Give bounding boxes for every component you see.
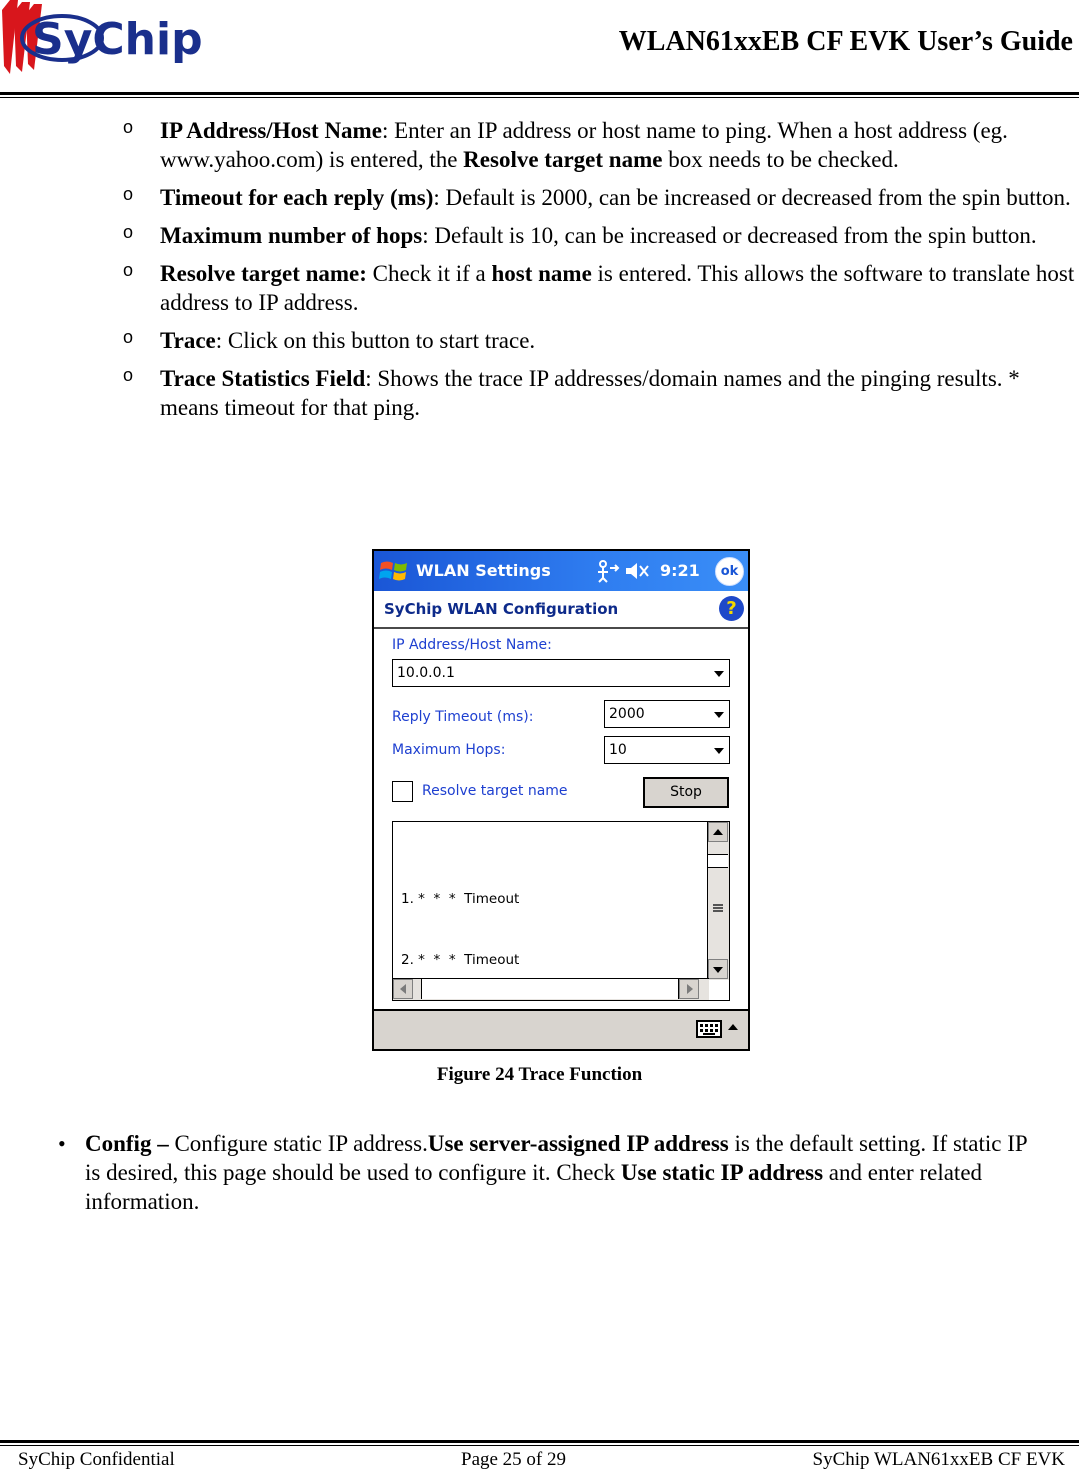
help-icon[interactable]: ? — [719, 596, 744, 621]
term-inline: Resolve target name — [463, 147, 663, 172]
hops-spin[interactable] — [604, 736, 730, 764]
bullet-marker: o — [123, 184, 134, 204]
host-label: IP Address/Host Name: — [392, 637, 552, 653]
timeout-label: Reply Timeout (ms): — [392, 709, 534, 725]
footer-rule-thin — [0, 1445, 1079, 1446]
connectivity-icon — [598, 561, 618, 582]
pda-titlebar — [374, 551, 748, 591]
ok-button[interactable]: ok — [715, 557, 744, 586]
start-menu-icon[interactable] — [378, 557, 410, 585]
scroll-left-button[interactable] — [393, 979, 413, 999]
list-item — [0, 326, 1079, 355]
scroll-thumb-horizontal[interactable] — [421, 979, 679, 999]
footer-product: SyChip WLAN61xxEB CF EVK — [812, 1449, 1065, 1470]
term: Trace — [160, 328, 216, 353]
term: IP Address/Host Name — [160, 118, 382, 143]
chevron-down-icon[interactable] — [714, 748, 724, 754]
term-inline: host name — [491, 261, 592, 286]
scroll-up-button[interactable] — [708, 822, 728, 842]
bullet-marker: • — [58, 1131, 66, 1156]
document-title: WLAN61xxEB CF EVK User’s Guide — [618, 26, 1073, 57]
term: Trace Statistics Field — [160, 366, 366, 391]
footer-page-number: Page 25 of 29 — [461, 1449, 567, 1470]
bullet-marker: o — [123, 260, 134, 280]
scroll-grip-icon — [713, 904, 723, 912]
stop-button[interactable]: Stop — [643, 777, 729, 808]
arrow-left-icon — [400, 984, 406, 994]
keyboard-icon[interactable] — [696, 1019, 722, 1039]
host-value: 10.0.0.1 — [397, 665, 455, 681]
timeout-value: 2000 — [609, 706, 645, 722]
host-combobox[interactable] — [392, 659, 730, 687]
chevron-down-icon[interactable] — [714, 712, 724, 718]
arrow-right-icon — [687, 984, 693, 994]
resolve-label[interactable]: Resolve target name — [422, 783, 568, 799]
resolve-checkbox[interactable] — [392, 781, 413, 802]
footer-rule — [0, 1440, 1079, 1443]
logo-text: SyChip — [32, 14, 203, 65]
list-item — [0, 364, 1079, 422]
term: Config – — [85, 1131, 169, 1156]
term: Resolve target name: — [160, 261, 367, 286]
bullet-marker: o — [123, 222, 134, 242]
term-inline: Use static IP address — [620, 1160, 824, 1185]
trace-statistics-field[interactable] — [392, 821, 730, 1001]
bullet-marker: o — [123, 327, 134, 347]
list-item — [0, 183, 1079, 212]
description: and enter related information. — [85, 1160, 983, 1214]
list-item — [0, 221, 1079, 250]
header-rule — [0, 92, 1079, 95]
arrow-down-icon — [713, 967, 723, 973]
term-inline: Use server-assigned IP address — [427, 1131, 729, 1156]
description: : Default is 10, can be increased or decreased from the spin button. — [422, 223, 1037, 248]
config-bullet — [0, 1129, 1079, 1216]
description: Configure static IP address. — [168, 1131, 428, 1156]
term: Timeout for each reply (ms) — [160, 185, 434, 210]
header-rule-thin — [0, 97, 1079, 98]
scroll-down-button[interactable] — [708, 959, 728, 979]
list-item — [0, 259, 1079, 317]
list-item — [0, 116, 1079, 174]
clock[interactable]: 9:21 — [660, 561, 700, 580]
description: is entered. This allows the software to translate host address to IP address. — [160, 261, 1075, 315]
hops-value: 10 — [609, 742, 627, 758]
volume-icon — [626, 563, 648, 579]
chevron-down-icon[interactable] — [714, 671, 724, 677]
vertical-scrollbar[interactable] — [707, 822, 729, 980]
pda-taskbar — [374, 1009, 748, 1049]
term: Maximum number of hops — [160, 223, 423, 248]
sychip-logo — [0, 0, 232, 76]
description: : Enter an IP address or host name to ping. When a host address (eg. www.yahoo.com) is entered, the — [160, 118, 1008, 172]
scroll-thumb[interactable] — [708, 854, 728, 868]
page-title: SyChip WLAN Configuration — [384, 600, 619, 618]
scroll-right-button[interactable] — [679, 979, 699, 999]
trace-screenshot — [372, 549, 750, 1051]
trace-row: 1. * * * Timeout — [401, 890, 520, 907]
bullet-marker: o — [123, 117, 134, 137]
description: Check it if a — [366, 261, 492, 286]
app-title: WLAN Settings — [416, 561, 551, 580]
field-description-list — [0, 116, 1079, 431]
bullet-marker: o — [123, 365, 134, 385]
description: : Shows the trace IP addresses/domain names and the pinging results. * means timeout for that ping. — [160, 366, 1020, 420]
description: : Default is 2000, can be increased or decreased from the spin button. — [433, 185, 1071, 210]
timeout-spin[interactable] — [604, 700, 730, 728]
figure-caption: Figure 24 Trace Function — [436, 1064, 643, 1085]
input-panel-arrow-icon[interactable] — [728, 1024, 738, 1030]
connectivity-volume-icons[interactable] — [594, 558, 656, 584]
footer-confidential: SyChip Confidential — [18, 1449, 175, 1470]
arrow-up-icon — [713, 829, 723, 835]
description: is the default setting. If static IP is desired, this page should be used to configure it. Check — [85, 1131, 1027, 1185]
pda-page-header — [374, 591, 748, 629]
hops-label: Maximum Hops: — [392, 742, 506, 758]
description: box needs to be checked. — [662, 147, 899, 172]
trace-row: 2. * * * Timeout — [401, 952, 520, 969]
description: : Click on this button to start trace. — [215, 328, 536, 353]
horizontal-scrollbar[interactable] — [393, 978, 709, 1000]
